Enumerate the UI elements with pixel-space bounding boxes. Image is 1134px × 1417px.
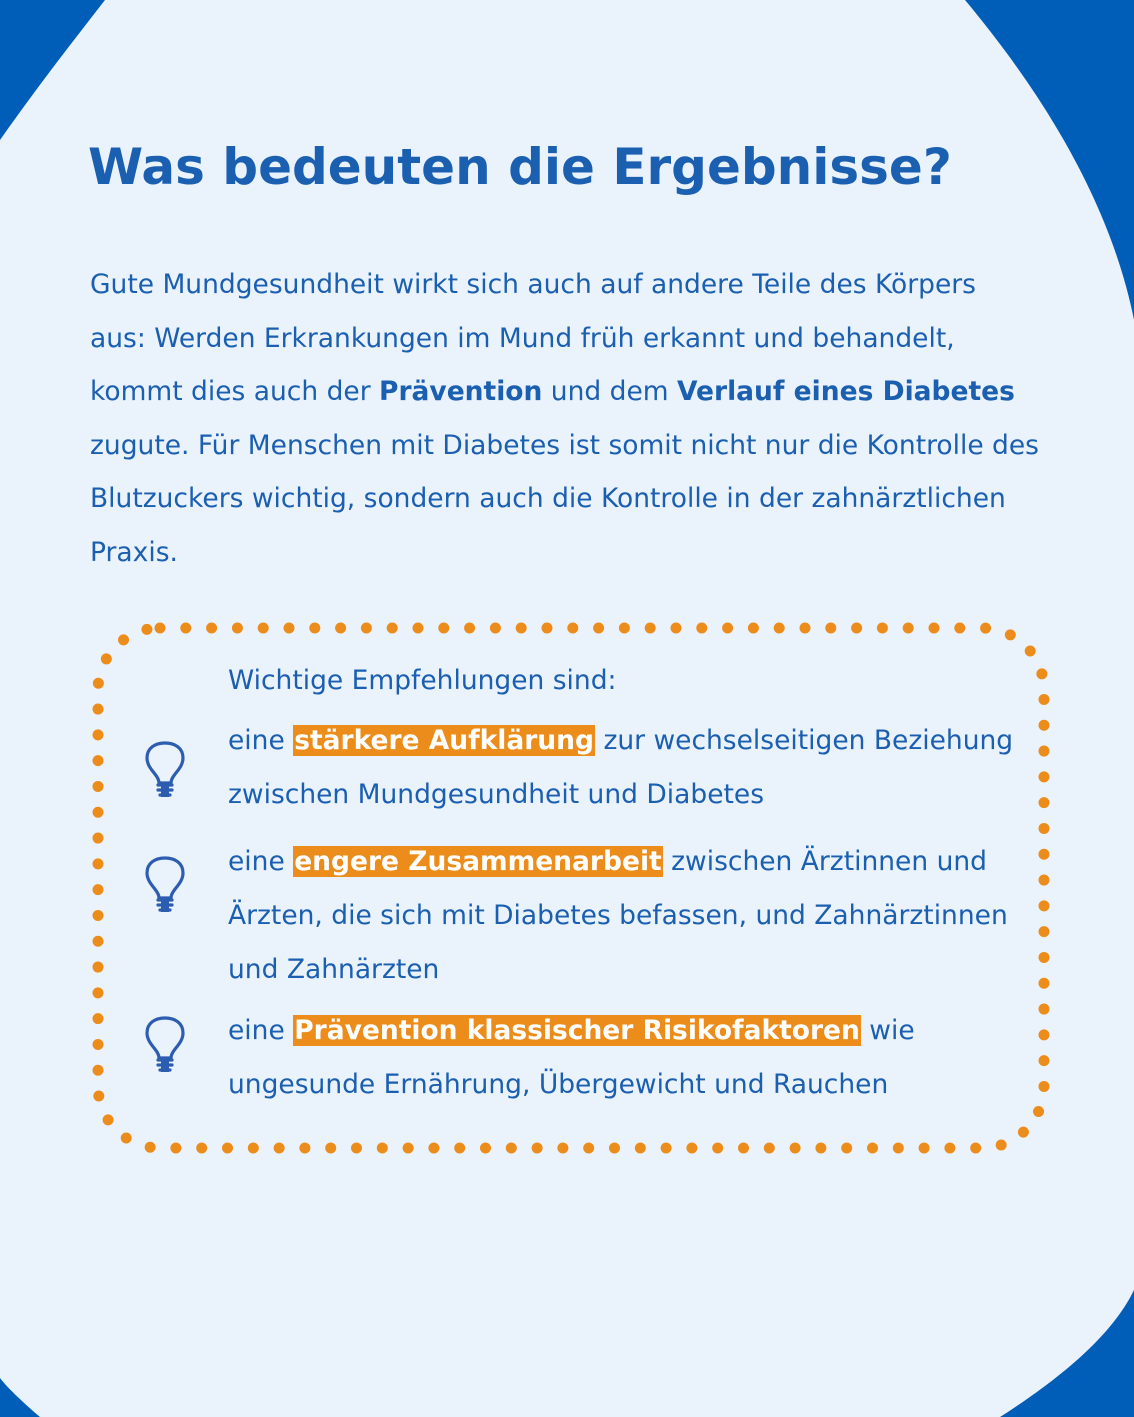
recommendations-heading: Wichtige Empfehlungen sind: — [228, 665, 617, 696]
recommendation-2-highlight: engere Zusammenarbeit — [294, 846, 662, 877]
page-title: Was bedeuten die Ergebnisse? — [88, 138, 952, 196]
recommendation-3-prefix: eine — [228, 1015, 294, 1046]
intro-text-1: Gute Mundgesundheit wirkt sich auch auf andere Teile des Körpers aus: Werden Erkrankungen im Mund früh erkannt und behandelt, kommt dies auch der — [90, 269, 976, 407]
intro-text-3: zugute. Für Menschen mit Diabetes ist somit nicht nur die Kontrolle des Blutzuckers wichtig, sondern auch die Kontrolle in der zahnärztlichen Praxis. — [90, 429, 1039, 568]
intro-bold-prevention: Prävention — [379, 376, 543, 407]
recommendation-item-1 — [228, 714, 1028, 822]
recommendation-3-highlight: Prävention klassischer Risikofaktoren — [294, 1015, 860, 1046]
recommendation-item-3 — [228, 1004, 1028, 1112]
recommendation-item-2 — [228, 835, 1028, 997]
recommendation-3-text: wie ungesunde Ernährung, Übergewicht und Rauchen — [228, 1015, 915, 1100]
lightbulb-icon — [143, 1016, 187, 1078]
lightbulb-icon — [143, 856, 187, 918]
recommendation-1-highlight: stärkere Aufklärung — [294, 725, 595, 756]
lightbulb-icon — [143, 741, 187, 803]
recommendation-2-text: zwischen Ärztinnen und Ärzten, die sich mit Diabetes befassen, und Zahnärztinnen und Zahnärzten — [228, 846, 1008, 985]
intro-text-2: und dem — [542, 376, 677, 407]
recommendation-1-prefix: eine — [228, 725, 294, 756]
recommendation-2-prefix: eine — [228, 846, 294, 877]
recommendation-1-text: zur wechselseitigen Beziehung zwischen Mundgesundheit und Diabetes — [228, 725, 1014, 810]
intro-bold-course: Verlauf eines Diabetes — [676, 376, 1015, 407]
